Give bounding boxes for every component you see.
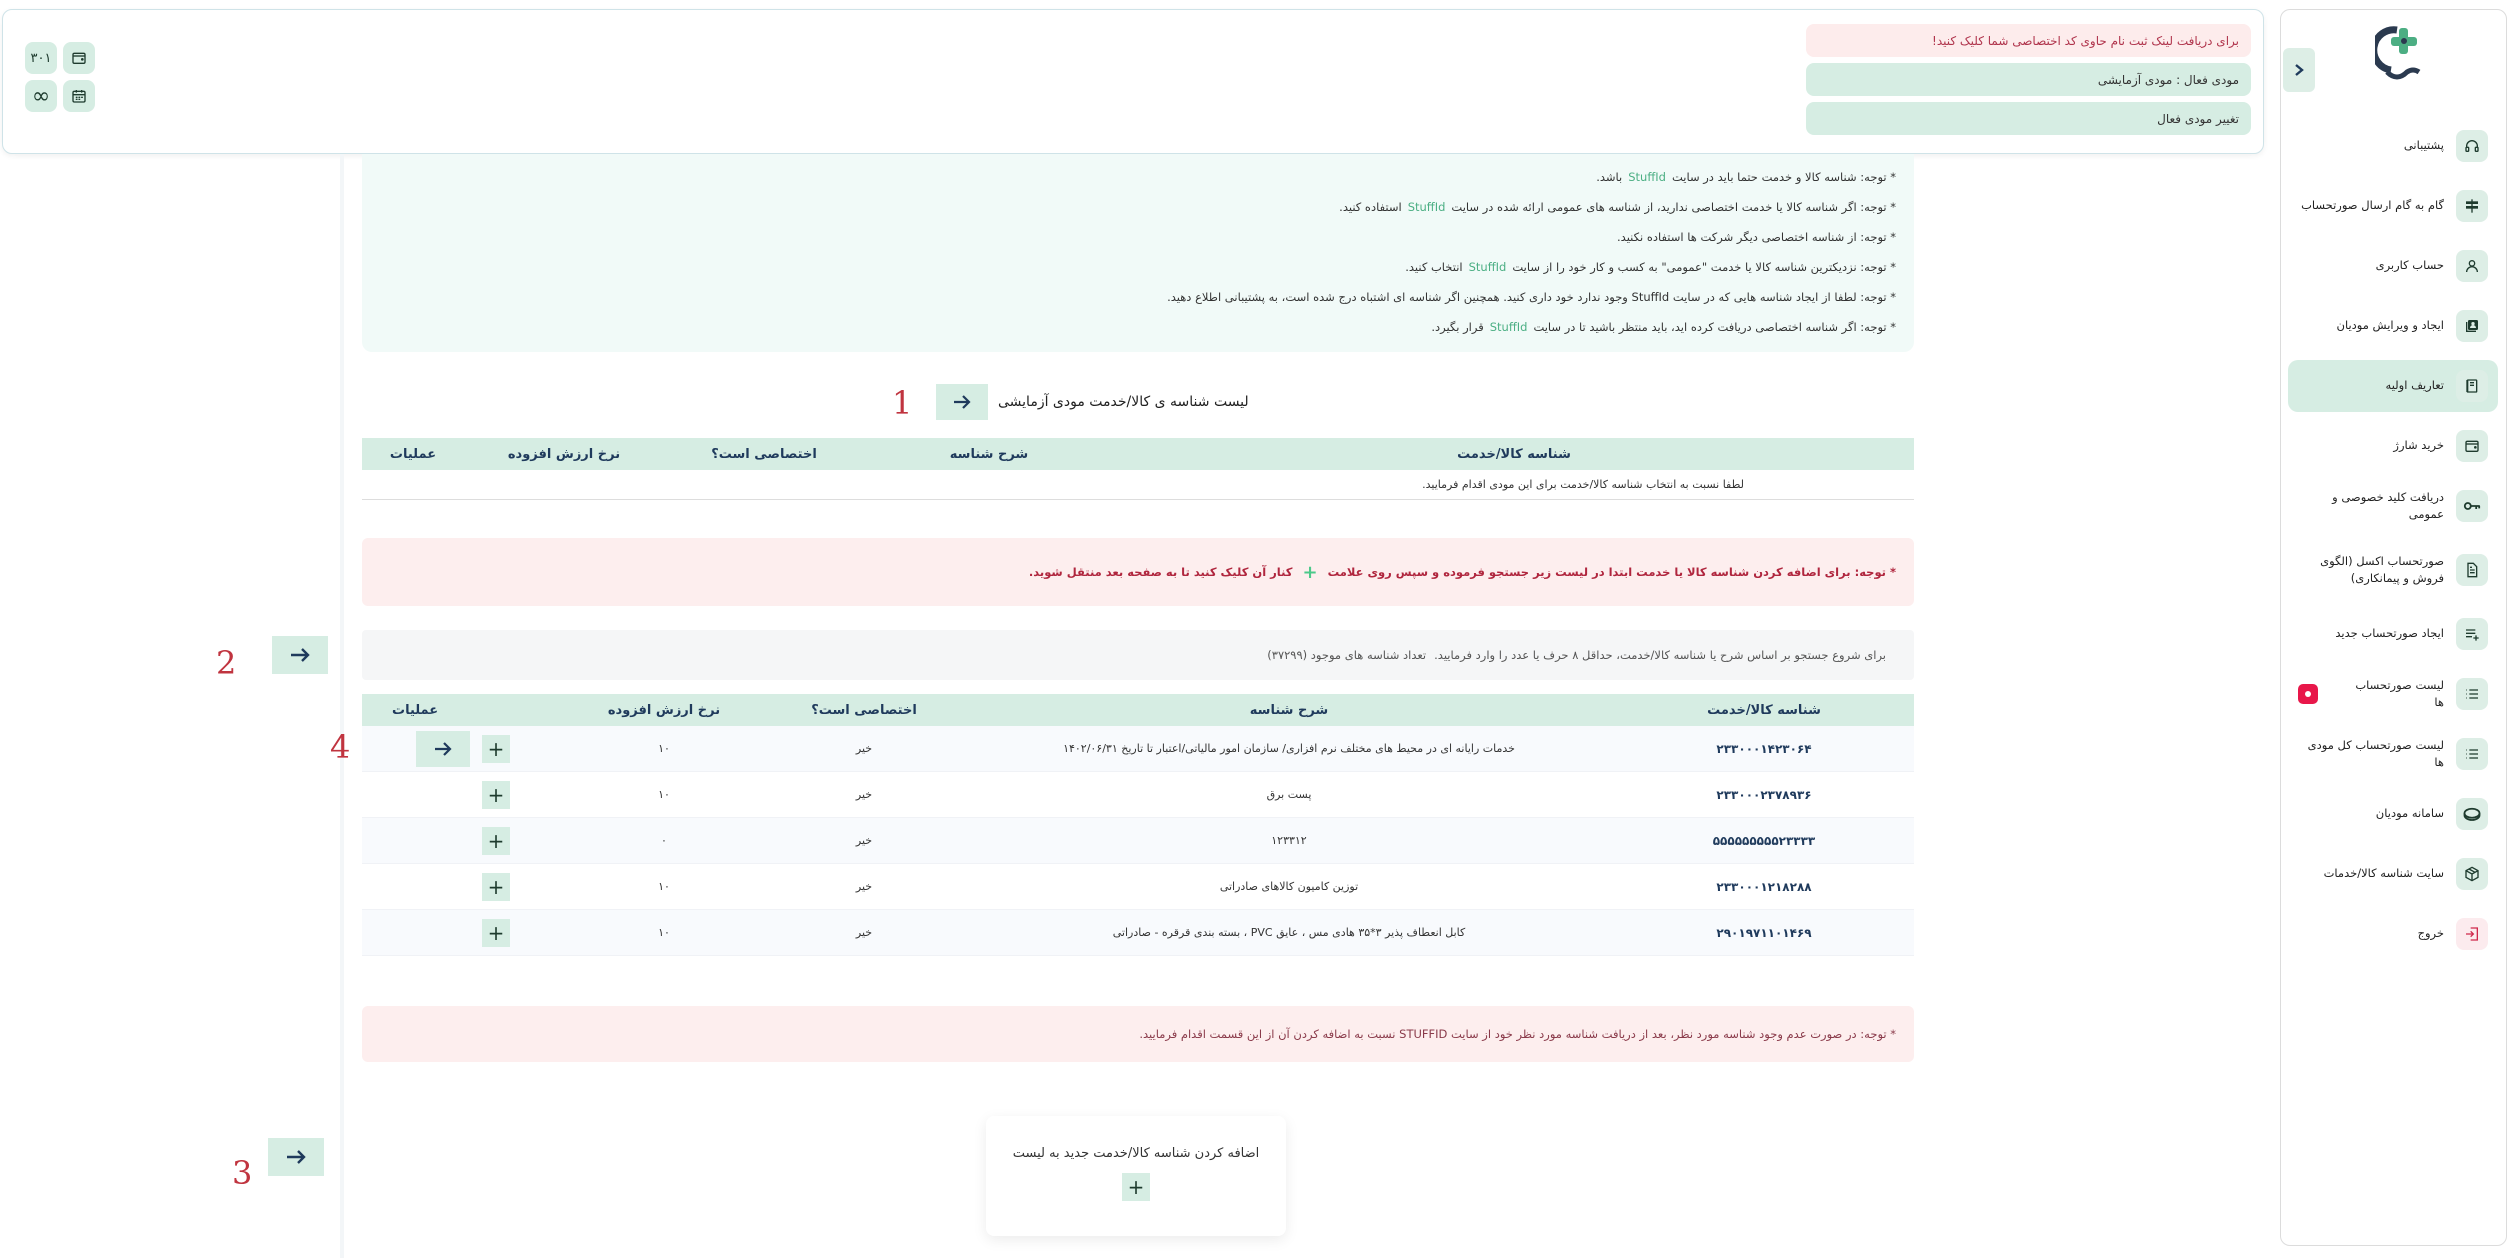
item-exclusive: خیر (855, 742, 873, 755)
add-instruction-alert: * توجه: برای اضافه کردن شناسه کالا یا خدمت ابتدا در لیست زیر جستجو فرموده و سپس روی علامت + کنار آن کلیک کنید تا به صفحه بعد منتقل شوید. (362, 538, 1914, 606)
notebook-icon (2456, 370, 2488, 402)
balance-value: ۳۰۱ (25, 42, 57, 74)
top-bar (2, 9, 2264, 154)
search-hint: برای شروع جستجو بر اساس شرح یا شناسه کالا/خدمت، حداقل ۸ حرف یا عدد را وارد فرمایید. (1434, 648, 1886, 662)
stuffid-link[interactable]: StuffId (1407, 200, 1446, 214)
item-exclusive: خیر (855, 834, 873, 847)
add-new-item-label: اضافه کردن شناسه کالا/خدمت جدید به لیست (1012, 1146, 1260, 1161)
taxpayer-list-header (936, 382, 1249, 422)
column-header: نرخ ارزش افزوده (507, 446, 621, 462)
taxpayer-items-table (362, 438, 1914, 500)
wallet-icon (2456, 430, 2488, 462)
sidebar-item-label: دریافت کلید خصوصی و عمومی (2332, 489, 2444, 521)
notice-line: * توجه: اگر شناسه اختصاصی دریافت کرده اید، باید منتظر باشید تا در سایتStuffIdقرار بگیرد. (1431, 320, 1896, 334)
notification-badge (2298, 684, 2318, 704)
item-vat-rate: ۱۰ (658, 788, 670, 801)
column-header: نرخ ارزش افزوده (607, 702, 721, 718)
add-item-button[interactable]: + (482, 781, 510, 809)
item-code: ۲۳۳۰۰۰۱۴۲۳۰۶۴ (1716, 741, 1812, 756)
notice-line: * توجه: اگر شناسه کالا یا خدمت اختصاصی ندارید، از شناسه های عمومی ارائه شده در سایتStuffIdاستفاده کنید. (1339, 200, 1896, 214)
sidebar-item-label: تعاریف اولیه (2385, 378, 2444, 393)
signpost-icon (2456, 190, 2488, 222)
item-vat-rate: ۰ (661, 834, 667, 847)
sidebar-item-label: لیست صورتحساب کل مودی ها (2307, 737, 2444, 769)
available-count: تعداد شناسه های موجود (۳۷۲۹۹) (1267, 648, 1427, 662)
stuffid-link[interactable]: StuffId (1628, 170, 1666, 184)
annotation-1: 1 (892, 384, 913, 422)
sidebar-item-user-account[interactable] (2288, 240, 2498, 292)
item-code: ۲۹۰۱۹۷۱۱۰۱۴۶۹ (1716, 925, 1812, 940)
sidebar-item-logout[interactable] (2288, 908, 2498, 960)
notice-line: * توجه: نزدیکترین شناسه کالا یا خدمت "عمومی" به کسب و کار خود را از سایتStuffIdانتخاب کنید. (1405, 260, 1896, 274)
sidebar-collapse-button[interactable] (2283, 48, 2315, 92)
column-header: عملیات (392, 702, 439, 718)
item-code: ۲۳۳۰۰۰۱۲۱۸۲۸۸ (1716, 879, 1812, 894)
remaining-days-value: ∞ (25, 80, 57, 112)
sidebar-item-label: صورتحساب اکسل (الگوی فروش و پیمانکاری) (2320, 553, 2444, 585)
list-add-icon (2456, 618, 2488, 650)
side-arrow-button-3[interactable] (268, 1138, 324, 1176)
sidebar-item-label: ایجاد صورتحساب جدید (2335, 626, 2444, 641)
add-item-button[interactable]: + (482, 827, 510, 855)
sidebar-item-taxpayers[interactable] (2288, 300, 2498, 352)
item-operations (362, 731, 564, 767)
item-exclusive: خیر (855, 788, 873, 801)
item-code: ۵۵۵۵۵۵۵۵۵۲۳۳۳۳ (1712, 833, 1816, 848)
item-exclusive: خیر (855, 880, 873, 893)
main-content (340, 154, 2270, 1258)
table-row (362, 910, 1914, 956)
contacts-icon (2456, 310, 2488, 342)
table-header (362, 694, 1914, 726)
column-header: اختصاصی است؟ (811, 702, 917, 718)
table-row (362, 818, 1914, 864)
sidebar-item-keys[interactable] (2288, 480, 2498, 532)
disk-icon (2456, 798, 2488, 830)
sidebar-item-label: خرید شارژ (2393, 438, 2444, 453)
sidebar-item-new-invoice[interactable] (2288, 608, 2498, 660)
empty-table-message: لطفا نسبت به انتخاب شناسه کالا/خدمت برای این مودی اقدام فرمایید. (362, 470, 1914, 500)
sidebar-nav (2288, 120, 2498, 968)
item-operations (362, 827, 564, 855)
document-icon (2456, 554, 2488, 586)
top-messages (1806, 24, 2251, 135)
item-operations (362, 781, 564, 809)
sidebar-item-taxpayer-system[interactable] (2288, 788, 2498, 840)
list-icon (2456, 738, 2488, 770)
add-item-button[interactable]: + (482, 735, 510, 763)
sidebar-item-label: پشتیبانی (2403, 138, 2444, 153)
search-hint-box[interactable] (362, 630, 1914, 680)
arrow-right-icon (289, 647, 311, 663)
annotation-3: 3 (232, 1154, 253, 1192)
table-row (362, 726, 1914, 772)
arrow-right-icon (433, 741, 453, 757)
notice-box (362, 154, 1914, 352)
item-vat-rate: ۱۰ (658, 742, 670, 755)
sidebar-item-all-invoices[interactable] (2288, 728, 2498, 780)
table-row (362, 864, 1914, 910)
sidebar-item-label: ایجاد و ویرایش مودیان (2336, 318, 2444, 333)
logout-icon (2456, 918, 2488, 950)
sidebar-item-label: سایت شناسه کالا/خدمات (2323, 866, 2444, 881)
item-operations (362, 919, 564, 947)
search-results-table (362, 694, 1914, 956)
add-item-button[interactable]: + (482, 919, 510, 947)
sidebar-item-invoice-list[interactable] (2288, 668, 2498, 720)
plus-icon: + (1302, 561, 1318, 583)
add-item-button[interactable]: + (482, 873, 510, 901)
item-description: کابل انعطاف پذیر ۳*۳۵ هادی مس ، عایق PVC ، بسته بندی قرقره - صادراتی (1112, 926, 1466, 939)
add-new-item-button[interactable]: + (1122, 1173, 1150, 1201)
item-description: پست برق (1266, 788, 1312, 801)
toggle-list-button[interactable] (936, 384, 988, 420)
headset-icon (2456, 130, 2488, 162)
table-row (362, 772, 1914, 818)
column-header: شرح شناسه (949, 446, 1029, 462)
sidebar-item-excel-invoice[interactable] (2288, 540, 2498, 600)
sidebar-item-buy-charge[interactable] (2288, 420, 2498, 472)
column-header: عملیات (389, 446, 437, 462)
list-icon (2456, 678, 2488, 710)
sidebar-item-stuffid-site[interactable] (2288, 848, 2498, 900)
sidebar-item-label: سامانه مودیان (2375, 806, 2444, 821)
row-arrow-button[interactable] (416, 731, 470, 767)
item-exclusive: خیر (855, 926, 873, 939)
side-arrow-button-2[interactable] (272, 636, 328, 674)
account-stats (25, 42, 95, 112)
add-new-item-card (986, 1116, 1286, 1236)
user-icon (2456, 250, 2488, 282)
table-body (362, 726, 1914, 956)
table-header (362, 438, 1914, 470)
package-icon (2456, 858, 2488, 890)
column-header: اختصاصی است؟ (711, 446, 817, 462)
sidebar-item-label: خروج (2417, 926, 2444, 941)
missing-item-notice: * توجه: در صورت عدم وجود شناسه مورد نظر، بعد از دریافت شناسه مورد نظر خود از سایت STUFFID نسبت به اضافه کردن آن از این قسمت اقدام فرمایید. (362, 1006, 1914, 1062)
column-header: شناسه کالا/خدمت (1707, 702, 1821, 718)
key-icon (2456, 490, 2488, 522)
sidebar-item-support[interactable] (2288, 120, 2498, 172)
item-vat-rate: ۱۰ (658, 926, 670, 939)
calendar-icon[interactable] (63, 80, 95, 112)
sidebar-item-label: گام به گام ارسال صورتحساب (2301, 198, 2444, 213)
stuffid-link[interactable]: StuffId (1489, 320, 1528, 334)
change-active-taxpayer-button[interactable]: تغییر مودی فعال (1806, 102, 2251, 135)
annotation-4: 4 (330, 728, 351, 766)
notice-line: * توجه: از شناسه اختصاصی دیگر شرکت ها استفاده نکنید. (1617, 230, 1896, 244)
arrow-right-icon (952, 394, 972, 410)
active-taxpayer-label: مودی فعال : مودی آزمایشی (1806, 63, 2251, 96)
stuffid-link[interactable]: StuffId (1468, 260, 1507, 274)
registration-link-message[interactable]: برای دریافت لینک ثبت نام حاوی کد اختصاصی شما کلیک کنید! (1806, 24, 2251, 57)
notice-line: * توجه: شناسه کالا و خدمت حتما باید در سایتStuffIdباشد. (1596, 170, 1896, 184)
sidebar-item-label: حساب کاربری (2375, 258, 2444, 273)
logo (2375, 22, 2435, 92)
sidebar-item-step-by-step[interactable] (2288, 180, 2498, 232)
item-description: توزین کامیون کالاهای صادراتی (1219, 880, 1359, 893)
annotation-2: 2 (216, 644, 237, 682)
chevron-right-icon (2293, 63, 2305, 77)
item-code: ۲۳۳۰۰۰۲۳۷۸۹۳۶ (1716, 787, 1812, 802)
sidebar-item-label: لیست صورتحساب ها (2355, 677, 2444, 709)
sidebar-item-basic-definitions[interactable] (2288, 360, 2498, 412)
column-header: شناسه کالا/خدمت (1457, 446, 1571, 462)
item-operations (362, 873, 564, 901)
column-header: شرح شناسه (1249, 702, 1329, 718)
wallet-icon[interactable] (63, 42, 95, 74)
item-description: ۱۲۳۳۱۲ (1271, 834, 1307, 847)
arrow-right-icon (285, 1149, 307, 1165)
taxpayer-list-title: لیست شناسه ی کالا/خدمت مودی آزمایشی (998, 394, 1249, 410)
item-description: خدمات رایانه ای در محیط های مختلف نرم افزاری/ سازمان امور مالیاتی/اعتبار تا تاریخ ۱۴۰۲/۰۶/۳۱ (1063, 742, 1515, 755)
notice-line: * توجه: لطفا از ایجاد شناسه هایی که در سایت StuffId وجود ندارد خود داری کنید. همچنین اگر شناسه ای اشتباه درج شده است، به پشتیبانی اطلاع دهید. (1167, 290, 1896, 304)
item-vat-rate: ۱۰ (658, 880, 670, 893)
